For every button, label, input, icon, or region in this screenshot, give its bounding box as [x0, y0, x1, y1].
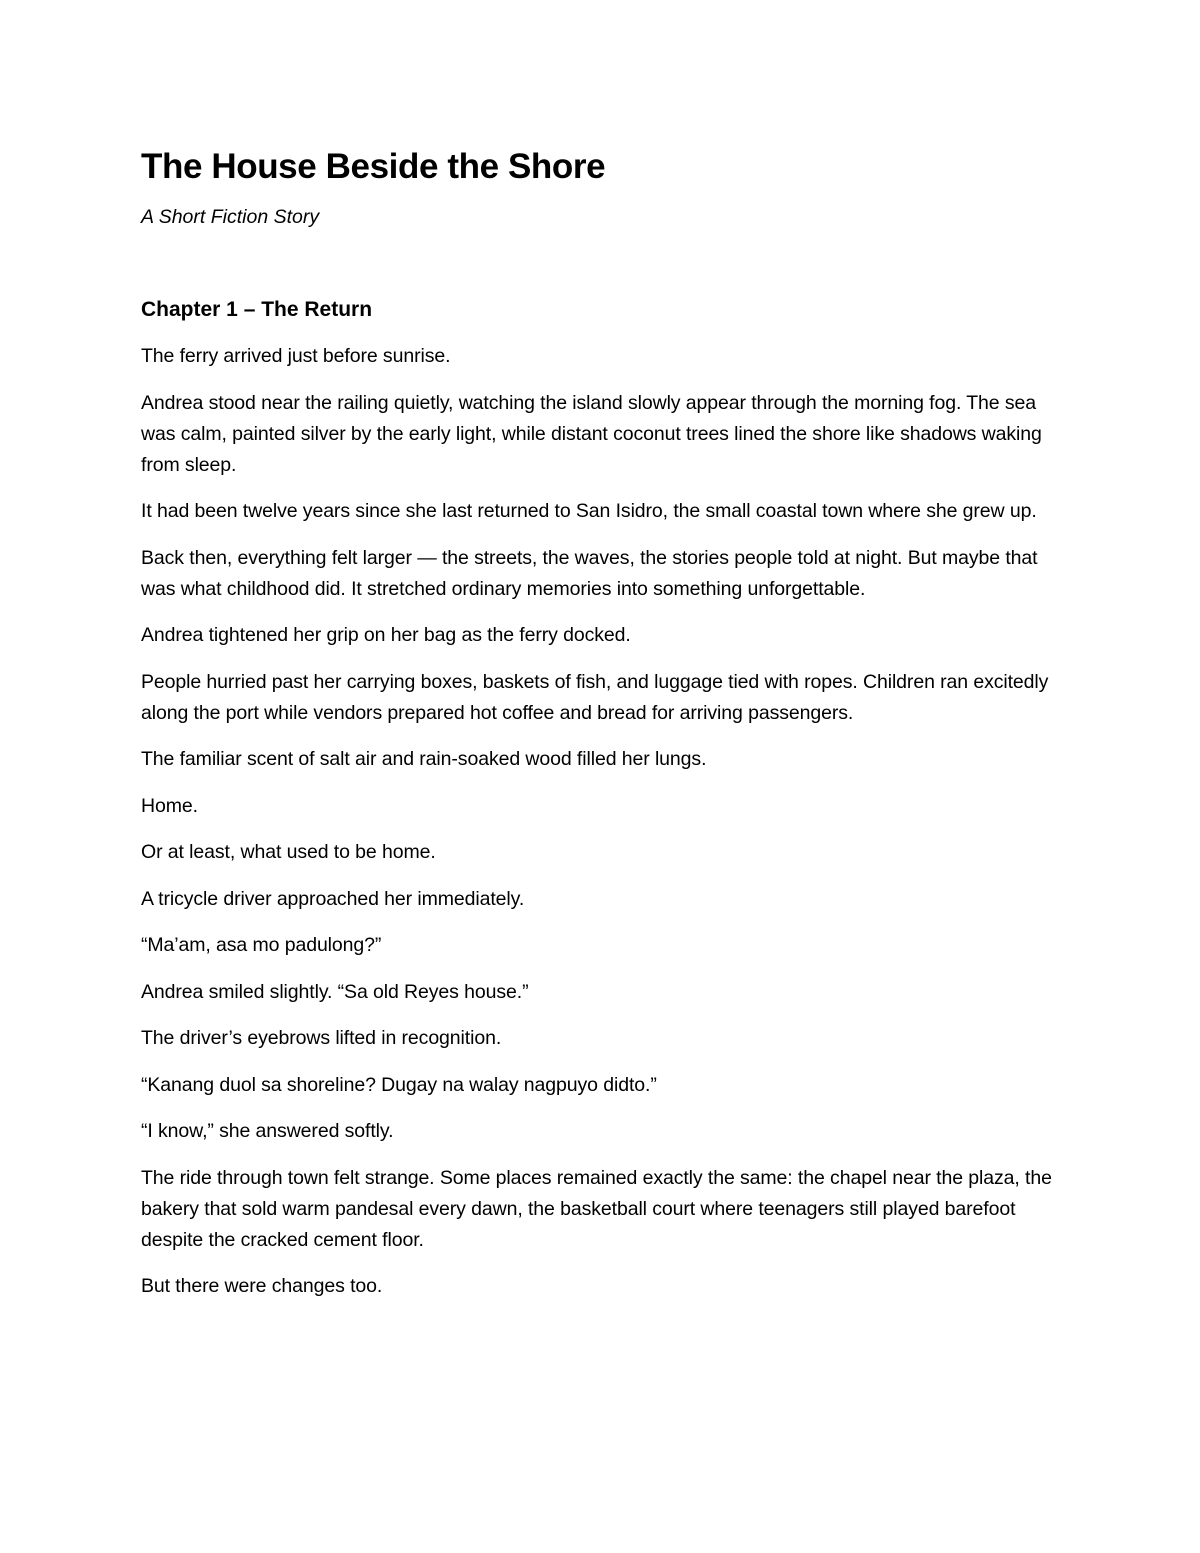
paragraph: It had been twelve years since she last returned to San Isidro, the small coastal town where she grew up. [141, 500, 1037, 522]
chapter-heading: Chapter 1 – The Return [141, 298, 373, 321]
paragraph: A tricycle driver approached her immediately. [141, 887, 525, 910]
dialogue-paragraph: “I know,” she answered softly. [141, 1120, 394, 1142]
paragraph: Andrea smiled slightly. “Sa old Reyes house.” [141, 980, 529, 1003]
document-body [141, 146, 1066, 1318]
paragraph: The ferry arrived just before sunrise. [141, 345, 451, 367]
document-subtitle: A Short Fiction Story [141, 206, 320, 228]
dialogue-paragraph: “Kanang duol sa shoreline? Dugay na walay nagpuyo didto.” [141, 1073, 657, 1096]
paragraph: Or at least, what used to be home. [141, 841, 436, 863]
paragraph: The ride through town felt strange. Some places remained exactly the same: the chapel near the plaza, the bakery that sold warm pandesal every dawn, the basketball court where teenagers still played barefoot despite the cracked cement floor. [141, 1166, 1052, 1251]
paragraph: People hurried past her carrying boxes, baskets of fish, and luggage tied with ropes. Children ran excitedly along the port while vendors prepared hot coffee and bread for arriving passengers. [141, 670, 1049, 724]
dialogue-paragraph: “Ma’am, asa mo padulong?” [141, 934, 382, 956]
chapter-text [141, 341, 1066, 1302]
paragraph: The driver’s eyebrows lifted in recognition. [141, 1027, 502, 1049]
paragraph: The familiar scent of salt air and rain-soaked wood filled her lungs. [141, 748, 707, 770]
paragraph: Andrea stood near the railing quietly, watching the island slowly appear through the morning fog. The sea was calm, painted silver by the early light, while distant coconut trees lined the shore like shadows waking from sleep. [141, 391, 1042, 476]
paragraph: Home. [141, 794, 198, 817]
document-title: The House Beside the Shore [141, 147, 606, 186]
paragraph: But there were changes too. [141, 1275, 383, 1297]
paragraph: Andrea tightened her grip on her bag as the ferry docked. [141, 624, 631, 646]
paragraph: Back then, everything felt larger — the streets, the waves, the stories people told at night. But maybe that was what childhood did. It stretched ordinary memories into something unforgettable. [141, 546, 1038, 600]
